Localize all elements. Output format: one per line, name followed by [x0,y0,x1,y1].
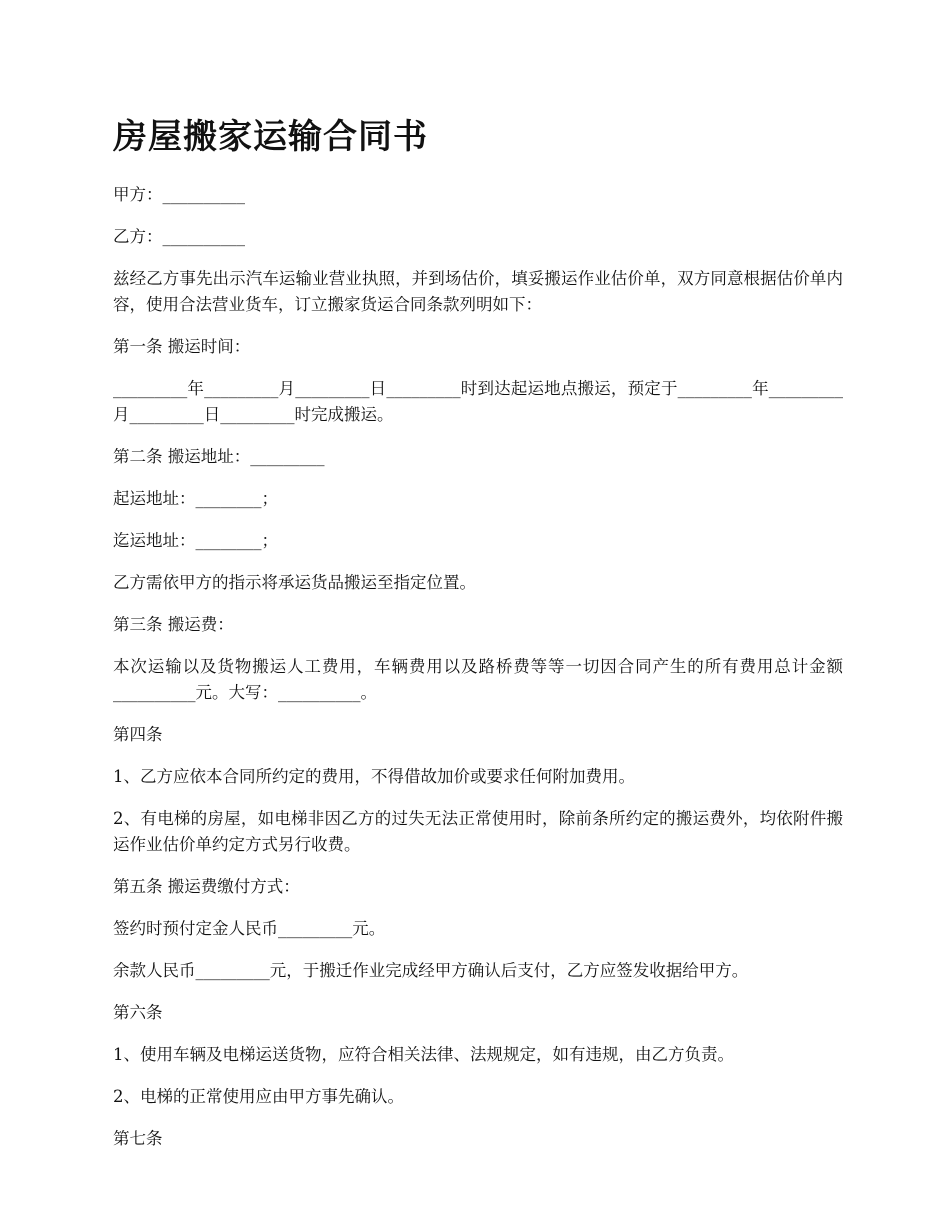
preamble-paragraph: 兹经乙方事先出示汽车运输业营业执照，并到场估价，填妥搬运作业估价单，双方同意根据估价单内容，使用合法营业货车，订立搬家货运合同条款列明如下： [113,269,843,314]
article-6-clause-2: 2、电梯的正常使用应由甲方事先确认。 [113,1087,404,1106]
balance-line: 余款人民币_________元，于搬迁作业完成经甲方确认后支付，乙方应签发收据给甲方。 [113,961,749,980]
article-4-heading: 第四条 [113,725,163,744]
article-6-clause-1: 1、使用车辆及电梯运送货物，应符合相关法律、法规规定，如有违规，由乙方负责。 [113,1045,734,1064]
article-3-body: 本次运输以及货物搬运人工费用，车辆费用以及路桥费等等一切因合同产生的所有费用总计金额__________元。大写：__________。 [113,657,843,702]
article-2-heading: 第二条 搬运地址：_________ [113,447,325,466]
document-page [113,112,843,1168]
destination-address-line: 迄运地址：________； [113,531,278,550]
article-7-heading: 第七条 [113,1129,163,1148]
article-4-clause-1: 1、乙方应依本合同所约定的费用，不得借故加价或要求任何附加费用。 [113,767,635,786]
article-4-clause-2: 2、有电梯的房屋，如电梯非因乙方的过失无法正常使用时，除前条所约定的搬运费外，均依附件搬运作业估价单约定方式另行收费。 [113,809,843,854]
party-a-line: 甲方：__________ [113,185,245,204]
article-1-body: _________年_________月_________日_________时到达起运地点搬运，预定于_________年_________月_________日_________时完成搬运。 [113,379,843,424]
origin-address-line: 起运地址：________； [113,489,278,508]
article-3-heading: 第三条 搬运费： [113,615,234,634]
article-1-heading: 第一条 搬运时间： [113,337,251,356]
article-6-heading: 第六条 [113,1003,163,1022]
document-title: 房屋搬家运输合同书 [113,117,428,157]
deposit-line: 签约时预付定金人民币_________元。 [113,919,386,938]
article-5-heading: 第五条 搬运费缴付方式： [113,877,300,896]
article-2-body: 乙方需依甲方的指示将承运货品搬运至指定位置。 [113,573,476,592]
party-b-line: 乙方：__________ [113,227,245,246]
